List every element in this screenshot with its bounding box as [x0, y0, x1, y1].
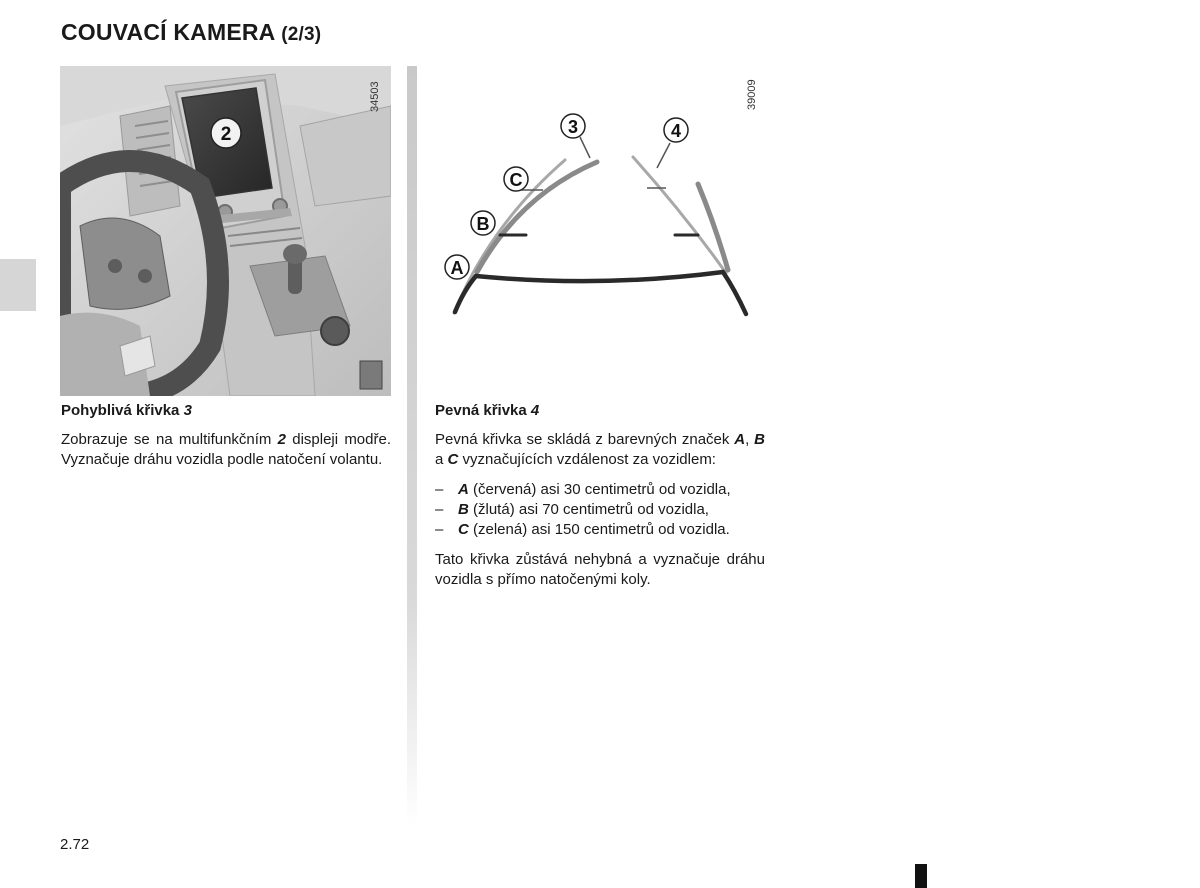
list-item [435, 520, 765, 540]
moving-curve-desc-ref: 2 [277, 431, 286, 448]
list-item-letter: C [458, 521, 469, 538]
intro-letter-c: C [447, 451, 459, 468]
diagram-callout-4: 4 [670, 121, 682, 141]
section-side-tab [0, 259, 36, 311]
fixed-curve-heading [435, 401, 765, 421]
list-item [435, 500, 765, 520]
moving-curve-heading-number: 3 [183, 402, 192, 419]
list-item-text: (žlutá) asi 70 centimetrů od vozidla, [473, 501, 709, 518]
list-item-text: (červená) asi 30 centimetrů od vozidla, [473, 481, 731, 498]
intro-letter-b: B [754, 431, 765, 448]
list-item-letter: A [458, 481, 469, 498]
mark-a-right-edge [723, 272, 746, 314]
photo-callout-2: 2 [220, 124, 232, 145]
fixed-curve-intro-part1: Pevná křivka se skládá z barevných značek [435, 431, 730, 448]
list-dash: – [435, 521, 444, 538]
dashboard-photo [60, 66, 391, 396]
moving-curve-desc-part2: displeji modře. Vyznačuje dráhu vozidla podle natočení volantu. [61, 431, 391, 468]
fixed-curve-intro [435, 430, 765, 470]
list-item [435, 480, 765, 500]
left-column [61, 401, 391, 480]
page-title-main: COUVACÍ KAMERA [61, 19, 275, 45]
intro-letter-a: A [734, 431, 746, 448]
moving-curve-heading-text: Pohyblivá křivka [61, 402, 180, 419]
page-corner-marker [915, 864, 927, 888]
diagram-callout-3: 3 [567, 117, 579, 137]
guidelines-svg [440, 110, 770, 320]
fixed-curve-intro-part2: vyznačujících vzdálenost za vozidlem: [462, 451, 716, 468]
dashboard-illustration [60, 66, 391, 396]
page-title [61, 19, 321, 46]
intro-and: a [435, 451, 444, 468]
moving-curve-left [477, 162, 597, 272]
distance-marks-list [435, 480, 765, 540]
moving-curve-desc-part1: Zobrazuje se na multifunkčním [61, 431, 272, 448]
list-item-text: (zelená) asi 150 centimetrů od vozidla. [473, 521, 730, 538]
diagram-callout-b: B [476, 214, 490, 234]
page-number: 2.72 [60, 836, 90, 853]
photo-reference-number: 34503 [369, 81, 381, 112]
diagram-callout-c: C [509, 170, 523, 190]
diagram-callout-a: A [450, 258, 464, 278]
right-column [435, 401, 765, 600]
diagram-reference-number: 39009 [746, 79, 758, 110]
fixed-curve-heading-text: Pevná křivka [435, 402, 527, 419]
mark-a-left-edge [455, 276, 476, 312]
column-divider [407, 66, 417, 826]
list-dash: – [435, 501, 444, 518]
parking-guidelines-diagram [440, 110, 770, 320]
intro-separator: , [745, 431, 750, 448]
moving-curve-heading [61, 401, 391, 421]
page-title-sub: (2/3) [281, 24, 322, 45]
fixed-curve-closing: Tato křivka zůstává nehybná a vyznačuje dráhu vozidla s přímo natočenými koly. [435, 551, 765, 588]
moving-curve-description [61, 430, 391, 470]
fixed-curve-heading-number: 4 [530, 402, 540, 419]
list-dash: – [435, 481, 444, 498]
list-item-letter: B [458, 501, 469, 518]
mark-a-line [476, 272, 723, 281]
